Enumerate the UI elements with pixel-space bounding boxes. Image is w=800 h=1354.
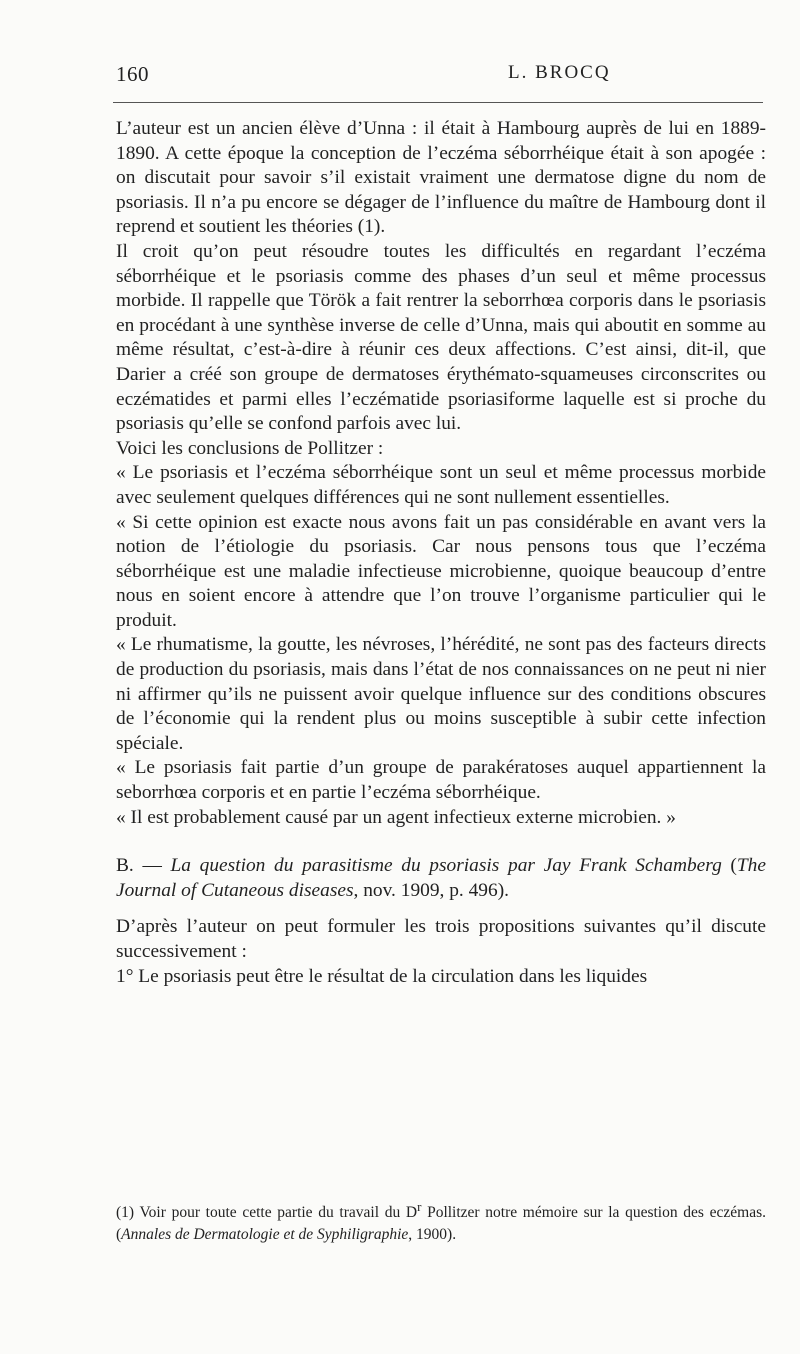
body-text xyxy=(116,117,766,989)
running-head: L. BROCQ xyxy=(508,62,611,83)
footnote-suffix: , 1900). xyxy=(408,1226,457,1244)
page-number: 160 xyxy=(116,62,149,86)
paragraph: « Si cette opinion est exacte nous avons fait un pas considérable en avant vers la notion de l’étiologie du psoriasis. Car nous pensons tous que l’eczéma séborrhéique est une maladie infectieuse microbienne, quoique beaucoup d’entre nous en soient encore à attendre que l’on trouve l’organisme particulier qui le produit. xyxy=(116,511,766,631)
page-header xyxy=(113,62,763,92)
paragraph: L’auteur est un ancien élève d’Unna : il était à Hambourg auprès de lui en 1889-1890. A cette époque la conception de l’eczéma séborrhéique était à son apogée : on discutait pour savoir s’il existait vraiment une dermatose digne du nom de psoriasis. Il n’a pu encore se dégager de l’influence du maître de Hambourg dont il reprend et soutient les théories (1). xyxy=(116,118,766,238)
paragraph: « Le rhumatisme, la goutte, les névroses, l’hérédité, ne sont pas des facteurs directs de production du psoriasis, mais dans l’état de nos connaissances on ne peut ni nier ni affirmer qu’ils ne puissent avoir quelque influence sur des conditions obscures de l’économie qui la rendent plus ou moins susceptible à subir cette infection spéciale. xyxy=(116,634,766,754)
paragraph: Il croit qu’on peut résoudre toutes les difficultés en regardant l’eczéma séborrhéique et le psoriasis comme des phases d’un seul et même processus morbide. Il rappelle que Török a fait rentrer la seborrhœa corporis dans le psoriasis en procédant à une synthèse inverse de celle d’Unna, mais qui aboutit en somme au même résultat, c’est-à-dire à réunir ces deux affections. C’est ainsi, dit-il, que Darier a créé son groupe de dermatoses érythémato-squameuses circonscrites ou eczématides et parmi elles l’eczématide psoriasiforme laquelle est si proche du psoriasis qu’elle se confond parfois avec lui. xyxy=(116,240,766,435)
section-journal: The Journal of Cutaneous diseases xyxy=(116,855,766,901)
spacer xyxy=(116,830,766,854)
paragraph: D’après l’auteur on peut formuler les trois propositions suivantes qu’il discute successivement : xyxy=(116,916,766,962)
section-heading xyxy=(116,854,766,903)
paragraph: « Le psoriasis fait partie d’un groupe de parakératoses auquel appartiennent la seborrhœa corporis et en partie l’eczéma séborrhéique. xyxy=(116,757,766,804)
paragraph: « Le psoriasis et l’eczéma séborrhéique sont un seul et même processus morbide avec seulement quelques différences qui ne sont nullement essentielles. xyxy=(116,462,766,508)
footnote xyxy=(116,1196,766,1246)
spacer xyxy=(116,903,766,915)
paragraph: 1° Le psoriasis peut être le résultat de la circulation dans les liquides xyxy=(116,965,648,987)
section-title: La question du parasitisme du psoriasis par Jay Frank Schamberg xyxy=(170,855,722,877)
footnote-journal: Annales de Dermatologie et de Syphiligraphie xyxy=(121,1226,409,1244)
paragraph: « Il est probablement causé par un agent infectieux externe microbien. » xyxy=(116,806,676,828)
paragraph: Voici les conclusions de Pollitzer : xyxy=(116,437,384,459)
footnote-sup: r xyxy=(417,1199,422,1214)
section-journal-open: ( xyxy=(721,855,737,877)
footnote-prefix: (1) Voir pour toute cette partie du travail du D xyxy=(116,1204,418,1222)
section-prefix: B. — xyxy=(116,855,171,877)
footnote-middle: Pollitzer notre mémoire sur la question des eczémas. ( xyxy=(116,1204,766,1244)
header-rule xyxy=(113,102,763,103)
section-journal-close: , nov. 1909, p. 496). xyxy=(353,879,510,901)
